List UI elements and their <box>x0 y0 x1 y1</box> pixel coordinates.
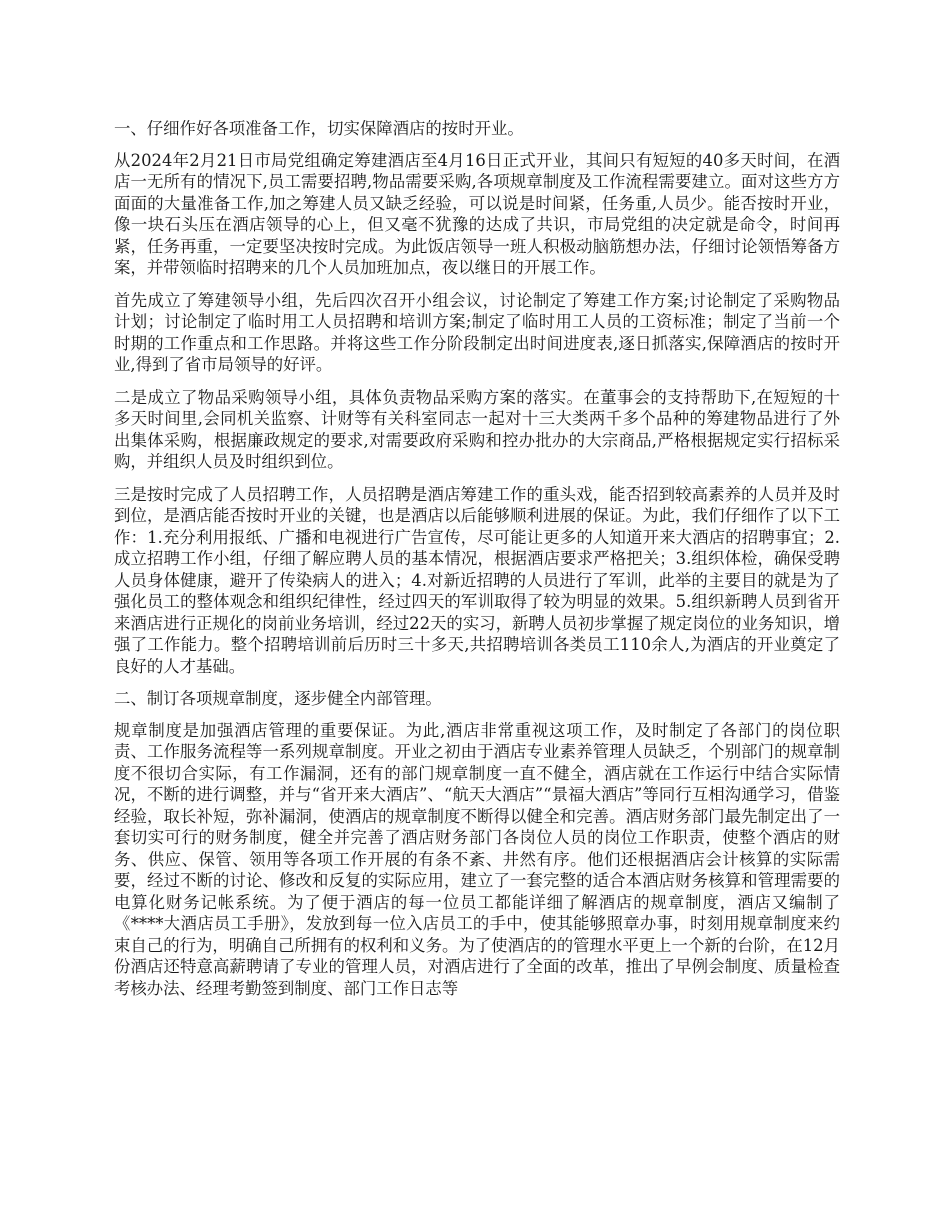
document-body <box>114 118 840 1010</box>
paragraph-regulations: 规章制度是加强酒店管理的重要保证。为此,酒店非常重视这项工作，及时制定了各部门的岗位职责、工作服务流程等一系列规章制度。开业之初由于酒店专业素养管理人员缺乏，个别部门的规章制度不很切合实际，有工作漏洞，还有的部门规章制度一直不健全，酒店就在工作运行中结合实际情况，不断的进行调整，并与“省开来大酒店”、“航天大酒店”“景福大酒店”等同行互相沟通学习，借鉴经验，取长补短，弥补漏洞，使酒店的规章制度不断得以健全和完善。酒店财务部门最先制定出了一套切实可行的财务制度，健全并完善了酒店财务部门各岗位人员的岗位工作职责，使整个酒店的财务、供应、保管、领用等各项工作开展的有条不紊、井然有序。他们还根据酒店会计核算的实际需要，经过不断的讨论、修改和反复的实际应用，建立了一套完整的适合本酒店财务核算和管理需要的电算化财务记帐系统。为了便于酒店的每一位员工都能详细了解酒店的规章制度，酒店又编制了《****大酒店员工手册》，发放到每一位入店员工的手中，使其能够照章办事，时刻用规章制度来约束自己的行为，明确自己所拥有的权利和义务。为了使酒店的的管理水平更上一个新的台阶，在12月份酒店还特意高薪聘请了专业的管理人员，对酒店进行了全面的改革，推出了早例会制度、质量检查考核办法、经理考勤签到制度、部门工作日志等 <box>114 720 840 998</box>
paragraph-opening-timeline: 从2024年2月21日市局党组确定筹建酒店至4月16日正式开业，其间只有短短的40多天时间，在酒店一无所有的情况下,员工需要招聘,物品需要采购,各项规章制度及工作流程需要建立。面对这些方方面面的大量准备工作,加之筹建人员又缺乏经验，可以说是时间紧，任务重,人员少。能否按时开业，像一块石头压在酒店领导的心上，但又毫不犹豫的达成了共识，市局党组的决定就是命令，时间再紧，任务再重，一定要坚决按时完成。为此饭店领导一班人积极动脑筋想办法，仔细讨论领悟筹备方案，并带领临时招聘来的几个人员加班加点，夜以继日的开展工作。 <box>114 150 840 277</box>
paragraph-leadership-group: 首先成立了筹建领导小组，先后四次召开小组会议，讨论制定了筹建工作方案;讨论制定了采购物品计划；讨论制定了临时用工人员招聘和培训方案;制定了临时用工人员的工资标准；制定了当前一个时期的工作重点和工作思路。并将这些工作分阶段制定出时间进度表,逐日抓落实,保障酒店的按时开业,得到了省市局领导的好评。 <box>114 290 840 374</box>
section-heading-preparation: 一、仔细作好各项准备工作，切实保障酒店的按时开业。 <box>114 119 524 138</box>
paragraph-procurement-group: 二是成立了物品采购领导小组，具体负责物品采购方案的落实。在董事会的支持帮助下,在短短的十多天时间里,会同机关监察、计财等有关科室同志一起对十三大类两千多个品种的筹建物品进行了外出集体采购，根据廉政规定的要求,对需要政府采购和控办批办的大宗商品,严格根据规定实行招标采购，并组织人员及时组织到位。 <box>114 387 840 471</box>
section-heading-regulations: 二、制订各项规章制度，逐步健全内部管理。 <box>114 689 442 708</box>
paragraph-recruitment: 三是按时完成了人员招聘工作，人员招聘是酒店筹建工作的重头戏，能否招到较高素养的人员并及时到位，是酒店能否按时开业的关键，也是酒店以后能够顺利进展的保证。为此，我们仔细作了以下工作：1.充分利用报纸、广播和电视进行广告宣传，尽可能让更多的人知道开来大酒店的招聘事宜；2.成立招聘工作小组，仔细了解应聘人员的基本情况，根据酒店要求严格把关；3.组织体检，确保受聘人员身体健康，避开了传染病人的进入；4.对新近招聘的人员进行了军训，此举的主要目的就是为了强化员工的整体观念和组织纪律性，经过四天的军训取得了较为明显的效果。5.组织新聘人员到省开来酒店进行正规化的岗前业务培训，经过22天的实习，新聘人员初步掌握了规定岗位的业务知识，增强了工作能力。整个招聘培训前后历时三十多天,共招聘培训各类员工110余人,为酒店的开业奠定了良好的人才基础。 <box>114 484 840 676</box>
